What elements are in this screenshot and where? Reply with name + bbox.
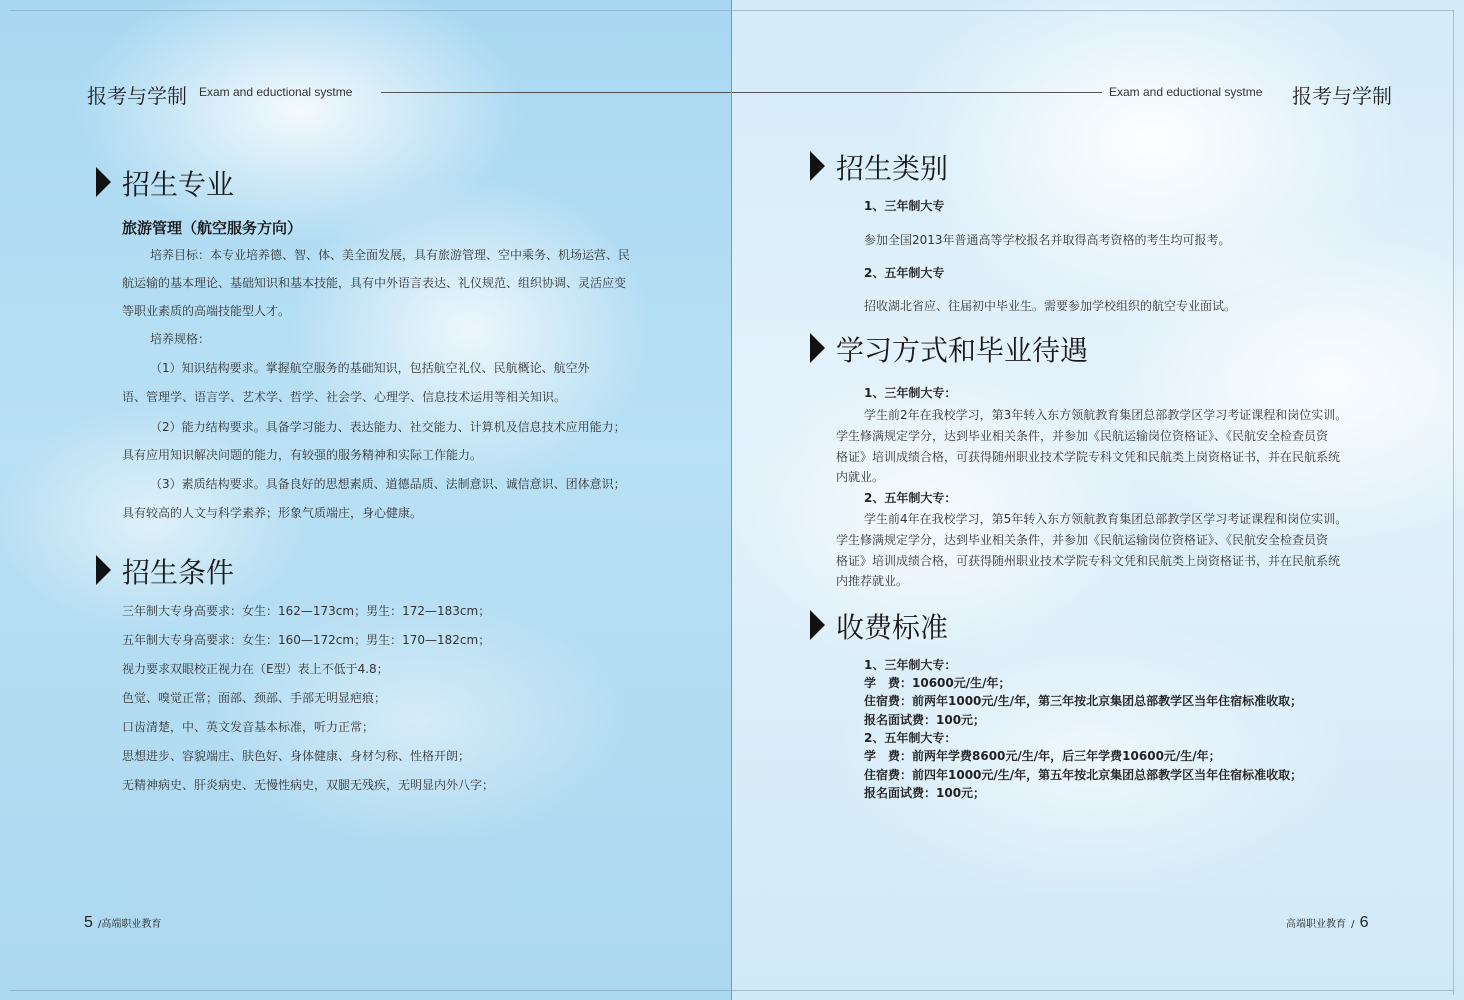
text-line: 学生前2年在我校学习，第3年转入东方领航教育集团总部教学区学习考证课程和岗位实训。: [864, 408, 1348, 422]
folio-text: /高端职业教育: [98, 919, 162, 930]
section-title-fees: 收费标准: [836, 611, 949, 644]
section-title-study: 学习方式和毕业待遇: [836, 334, 1089, 367]
folio-separator: /: [1351, 919, 1355, 930]
section-marker-icon: [810, 333, 825, 363]
text-line: 报名面试费：100元；: [864, 786, 986, 800]
text-line: 学 费：10600元/生/年；: [864, 676, 1011, 690]
text-line: 培养规格：: [150, 332, 211, 346]
text-line: 内就业。: [836, 470, 885, 484]
text-line: 等职业素质的高端技能型人才。: [122, 304, 291, 318]
text-line: 住宿费：前四年1000元/生/年，第五年按北京集团总部教学区当年住宿标准收取；: [864, 768, 1303, 782]
major-name: 旅游管理（航空服务方向）: [122, 219, 303, 237]
page-folio-right: [1286, 912, 1368, 932]
text-line: 住宿费：前两年1000元/生/年，第三年按北京集团总部教学区当年住宿标准收取；: [864, 694, 1303, 708]
section-title-categories: 招生类别: [836, 152, 949, 185]
text-line: 视力要求双眼校正视力在（E型）表上不低于4.8；: [122, 662, 389, 676]
page-number: 5: [84, 914, 93, 931]
text-line: 内推荐就业。: [836, 574, 909, 588]
text-line: 思想进步、容貌端庄、肤色好、身体健康、身材匀称、性格开朗；: [122, 749, 471, 763]
text-line: 航运输的基本理论、基础知识和基本技能，具有中外语言表达、礼仪规范、组织协调、灵活应变: [122, 276, 627, 290]
text-line: 色觉、嗅觉正常；面部、颈部、手部无明显疤痕；: [122, 691, 387, 705]
page-folio-left: [84, 912, 161, 932]
text-line: 1、三年制大专：: [864, 658, 957, 672]
trim-line-top: [10, 10, 1454, 11]
text-line: 学生修满规定学分，达到毕业相关条件，并参加《民航运输岗位资格证》、《民航安全检查员资: [836, 533, 1329, 547]
header-rule: [381, 92, 732, 93]
text-line: 学 费：前两年学费8600元/生/年，后三年学费10600元/生/年；: [864, 749, 1221, 763]
header-rule: [732, 92, 1102, 93]
section-marker-icon: [810, 151, 825, 181]
text-line: 具有较高的人文与科学素养；形象气质端庄，身心健康。: [122, 506, 423, 520]
text-line: 格证》培训成绩合格，可获得随州职业技术学院专科文凭和民航类上岗资格证书，并在民航系统: [836, 554, 1341, 568]
trim-line-right: [1453, 10, 1454, 995]
header-subtitle: Exam and eductional systme: [199, 85, 353, 99]
section-title-conditions: 招生条件: [122, 556, 235, 589]
text-line: 语、管理学、语言学、艺术学、哲学、社会学、心理学、信息技术运用等相关知识。: [122, 390, 567, 404]
text-line: 格证》培训成绩合格，可获得随州职业技术学院专科文凭和民航类上岗资格证书，并在民航系统: [836, 450, 1341, 464]
text-line: 招收湖北省应、往届初中毕业生。需要参加学校组织的航空专业面试。: [864, 299, 1237, 313]
text-line: 2、五年制大专：: [864, 491, 957, 505]
text-line: 学生修满规定学分，达到毕业相关条件，并参加《民航运输岗位资格证》、《民航安全检查员资: [836, 429, 1329, 443]
text-line: 2、五年制大专：: [864, 731, 957, 745]
text-line: （2）能力结构要求。具备学习能力、表达能力、社交能力、计算机及信息技术应用能力；: [150, 420, 626, 434]
text-line: 2、五年制大专: [864, 266, 945, 280]
header-title: 报考与学制: [1292, 84, 1392, 108]
section-title-majors: 招生专业: [122, 168, 235, 201]
text-line: （1）知识结构要求。掌握航空服务的基础知识，包括航空礼仪、民航概论、航空外: [150, 361, 590, 375]
text-line: 三年制大专身高要求：女生：162—173cm；男生：172—183cm；: [122, 604, 491, 618]
text-line: 学生前4年在我校学习，第5年转入东方领航教育集团总部教学区学习考证课程和岗位实训。: [864, 512, 1348, 526]
text-line: （3）素质结构要求。具备良好的思想素质、道德品质、法制意识、诚信意识、团体意识；: [150, 477, 626, 491]
text-line: 无精神病史、肝炎病史、无慢性病史，双腿无残疾，无明显内外八字；: [122, 778, 495, 792]
text-line: 口齿清楚，中、英文发音基本标准，听力正常；: [122, 720, 375, 734]
section-marker-icon: [96, 555, 111, 585]
section-marker-icon: [810, 610, 825, 640]
page-number: 6: [1359, 914, 1369, 931]
right-page: [732, 0, 1464, 1000]
text-line: 1、三年制大专: [864, 199, 945, 213]
text-line: 五年制大专身高要求：女生：160—172cm；男生：170—182cm；: [122, 633, 491, 647]
text-line: 参加全国2013年普通高等学校报名并取得高考资格的考生均可报考。: [864, 233, 1231, 247]
text-line: 1、三年制大专：: [864, 386, 957, 400]
trim-line-bottom: [10, 990, 1454, 991]
spine-divider: [731, 0, 732, 1000]
text-line: 培养目标：本专业培养德、智、体、美全面发展，具有旅游管理、空中乘务、机场运营、民: [150, 248, 631, 262]
text-line: 具有应用知识解决问题的能力，有较强的服务精神和实际工作能力。: [122, 448, 483, 462]
text-line: 报名面试费：100元；: [864, 713, 986, 727]
header-title: 报考与学制: [87, 84, 187, 108]
section-marker-icon: [96, 167, 111, 197]
header-subtitle: Exam and eductional systme: [1109, 85, 1263, 99]
folio-text: 高端职业教育: [1286, 919, 1346, 930]
